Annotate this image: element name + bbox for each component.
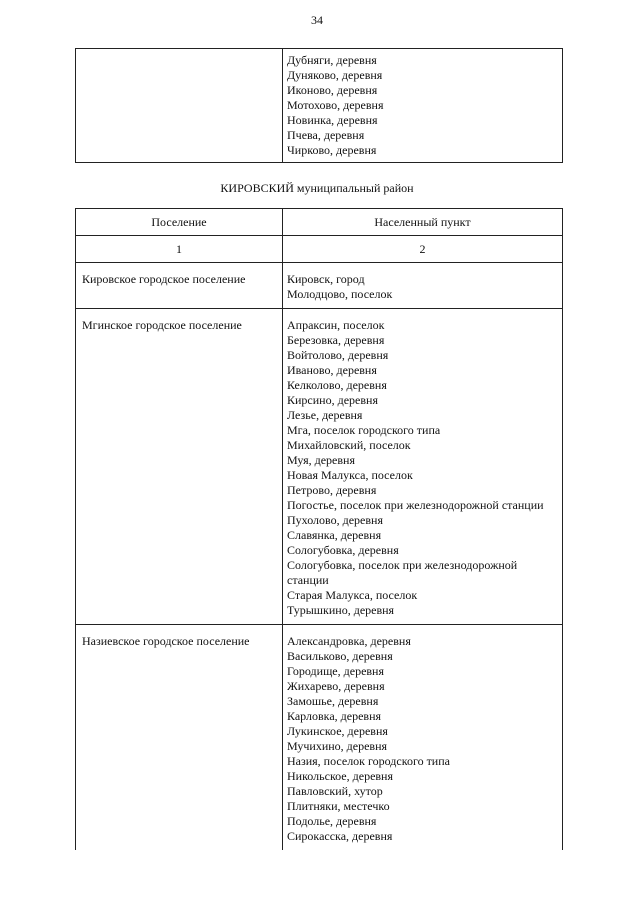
list-item: Лезье, деревня bbox=[287, 408, 363, 422]
table-row bbox=[76, 309, 563, 625]
list-item: Дубняги, деревня bbox=[287, 53, 377, 67]
column-header-place: Населенный пункт bbox=[283, 209, 563, 236]
header-row bbox=[76, 209, 563, 236]
list-item: Войтолово, деревня bbox=[287, 348, 389, 362]
list-item: Городище, деревня bbox=[287, 664, 384, 678]
places-cell bbox=[283, 49, 563, 163]
list-item: Молодцово, поселок bbox=[287, 287, 393, 301]
places-cell bbox=[283, 263, 563, 309]
list-item: Жихарево, деревня bbox=[287, 679, 385, 693]
list-item: Новинка, деревня bbox=[287, 113, 378, 127]
list-item: Назия, поселок городского типа bbox=[287, 754, 450, 768]
list-item: Келколово, деревня bbox=[287, 378, 387, 392]
column-number-row bbox=[76, 236, 563, 263]
settlement-cell: Кировское городское поселение bbox=[76, 263, 283, 309]
list-item: Мотохово, деревня bbox=[287, 98, 384, 112]
column-number: 1 bbox=[76, 236, 283, 263]
list-item: Замошье, деревня bbox=[287, 694, 379, 708]
list-item: Плитняки, местечко bbox=[287, 799, 390, 813]
list-item: Павловский, хутор bbox=[287, 784, 383, 798]
list-item: Карловка, деревня bbox=[287, 709, 382, 723]
list-item: Васильково, деревня bbox=[287, 649, 393, 663]
list-item: Славянка, деревня bbox=[287, 528, 382, 542]
list-item: Сологубовка, поселок при железнодорожной станции bbox=[287, 558, 518, 587]
list-item: Погостье, поселок при железнодорожной станции bbox=[287, 498, 544, 512]
list-item: Лукинское, деревня bbox=[287, 724, 388, 738]
settlement-cell: Мгинское городское поселение bbox=[76, 309, 283, 625]
page-number: 34 bbox=[311, 13, 323, 27]
section-title: КИРОВСКИЙ муниципальный район bbox=[220, 181, 414, 195]
list-item: Березовка, деревня bbox=[287, 333, 385, 347]
column-header-settlement: Поселение bbox=[76, 209, 283, 236]
list-item: Старая Малукса, поселок bbox=[287, 588, 418, 602]
list-item: Турышкино, деревня bbox=[287, 603, 395, 617]
continuation-table bbox=[75, 48, 563, 163]
places-cell bbox=[283, 309, 563, 625]
list-item: Дуняково, деревня bbox=[287, 68, 383, 82]
list-item: Петрово, деревня bbox=[287, 483, 377, 497]
places-cell bbox=[283, 625, 563, 851]
list-item: Сирокасска, деревня bbox=[287, 829, 393, 843]
settlement-cell bbox=[76, 49, 283, 163]
table-row bbox=[76, 625, 563, 851]
list-item: Муя, деревня bbox=[287, 453, 355, 467]
list-item: Никольское, деревня bbox=[287, 769, 393, 783]
list-item: Мга, поселок городского типа bbox=[287, 423, 441, 437]
list-item: Сологубовка, деревня bbox=[287, 543, 399, 557]
list-item: Михайловский, поселок bbox=[287, 438, 411, 452]
list-item: Чирково, деревня bbox=[287, 143, 377, 157]
list-item: Кирсино, деревня bbox=[287, 393, 378, 407]
list-item: Мучихино, деревня bbox=[287, 739, 388, 753]
table-row bbox=[76, 263, 563, 309]
list-item: Кировск, город bbox=[287, 272, 365, 286]
list-item: Александровка, деревня bbox=[287, 634, 411, 648]
district-table bbox=[75, 208, 563, 850]
list-item: Иваново, деревня bbox=[287, 363, 377, 377]
list-item: Пухолово, деревня bbox=[287, 513, 383, 527]
table-row bbox=[76, 49, 563, 163]
list-item: Иконово, деревня bbox=[287, 83, 378, 97]
list-item: Апраксин, поселок bbox=[287, 318, 385, 332]
list-item: Новая Малукса, поселок bbox=[287, 468, 413, 482]
column-number: 2 bbox=[283, 236, 563, 263]
list-item: Пчева, деревня bbox=[287, 128, 365, 142]
settlement-cell: Назиевское городское поселение bbox=[76, 625, 283, 851]
list-item: Подолье, деревня bbox=[287, 814, 377, 828]
